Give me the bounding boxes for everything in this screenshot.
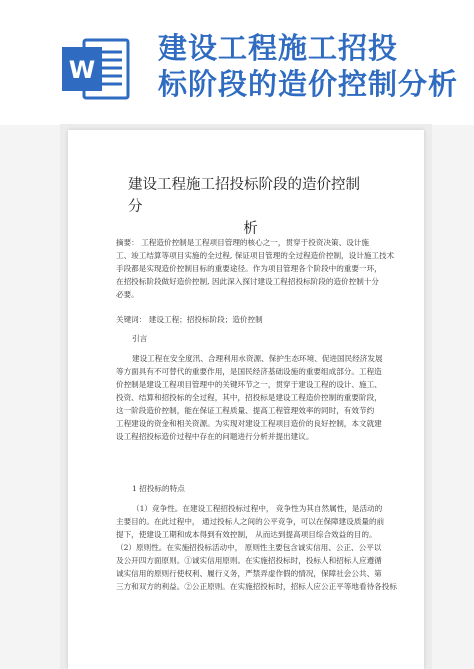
paragraph-line: 设工程招投标造价过程中存在的问题进行分析并提出建议。 — [116, 432, 314, 441]
abstract-line: 必要。 — [116, 290, 139, 299]
paragraph-line: （2）原则性。在实施招投标活动中， 原则性主要包含诚实信用、公正、公平以 — [116, 543, 382, 552]
intro-heading-text: 引言 — [132, 334, 148, 343]
abstract — [116, 236, 395, 301]
document-page — [68, 130, 424, 669]
word-document-icon — [62, 38, 130, 100]
paragraph-line: 主要目的。在此过程中， 通过投标人之间的公平竞争，可以在保障建设质量的前 — [116, 517, 385, 526]
section-heading — [116, 482, 386, 495]
paragraph-line: 等方面具有不可替代的重要作用，是国民经济基础设施的重要组成部分。工程造 — [116, 367, 382, 376]
document-title-line2: 析 — [243, 221, 258, 237]
intro-paragraph — [116, 352, 386, 443]
paragraph-line: 这一阶段造价控制，能在保证工程质量、提高工程管理效率的同时，有效节约 — [116, 406, 375, 415]
paragraph-line: 投资、结算和招投标的全过程，其中，招投标是建设工程造价控制的重要阶段， — [116, 393, 382, 402]
abstract-line: 摘要： 工程造价控制是工程项目管理的核心之一，贯穿于投资决策、设计施 — [116, 238, 370, 247]
paragraph-line: 诚实信用的原则行使权利、履行义务，严禁弄虚作假的情况，保障社会公共、第 — [116, 569, 382, 578]
document-title-line1: 建设工程施工招投标阶段的造价控制分 — [128, 177, 360, 215]
keywords-line: 关键词： 建设工程；招投标阶段；造价控制 — [116, 315, 263, 324]
document-title — [128, 174, 373, 240]
logo-letter: W — [68, 56, 96, 84]
paragraph-line: 建设工程在安全度汛、合理利用水资源、保护生态环境、促进国民经济发展 — [132, 354, 383, 363]
paragraph-line: 提下，使建设工期和成本得到有效控制， 从而达到提高项目综合效益的目的。 — [116, 530, 377, 539]
paragraph-line: （1）竞争性。在建设工程招投标过程中， 竞争性为其自然属性，是活动的 — [132, 504, 383, 513]
banner-title-line1: 建设工程施工招投 — [158, 31, 399, 65]
abstract-line: 在招投标阶段做好造价控制, 因此深入探讨建设工程招投标阶段的造价控制十分 — [116, 277, 380, 286]
section-heading-text: 1 招投标的特点 — [132, 484, 185, 493]
paragraph-line: 及公开四方面原则。①诚实信用原则。在实施招投标时，投标人和招标人应遵循 — [116, 556, 382, 565]
keywords — [116, 313, 386, 326]
abstract-line: 手段都是实现造价控制目标的重要途径。作为项目管理各个阶段中的重要一环， — [116, 264, 382, 273]
paragraph-line: 三方和双方的利益。②公正原则。在实施招投标时，招标人应公正平等地看待各投标 — [116, 582, 397, 591]
paragraph-line: 价控制是建设工程项目管理中的关键环节之一，贯穿于建设工程的设计、施工、 — [116, 380, 382, 389]
banner-title — [158, 30, 468, 102]
abstract-line: 工、竣工结算等项目实施的全过程, 保证项目管理的全过程造价控制，设计施工技术 — [116, 251, 395, 260]
section-paragraph — [116, 502, 397, 593]
intro-heading — [116, 332, 386, 345]
banner — [0, 0, 474, 125]
paragraph-line: 工程建设的资金和相关资源。为实现对建设工程项目造价的良好控制，本文就建 — [116, 419, 382, 428]
banner-title-line2: 标阶段的造价控制分析 — [158, 67, 459, 101]
